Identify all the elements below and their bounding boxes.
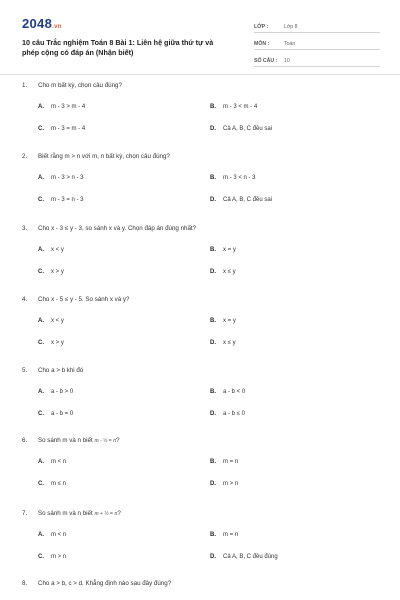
meta-key: LỚP : bbox=[254, 24, 269, 30]
option-a[interactable]: A. m < n bbox=[38, 459, 67, 465]
option-b[interactable]: B. m - 3 < n - 3 bbox=[210, 175, 256, 181]
option-b[interactable]: B. x = y bbox=[210, 318, 236, 324]
option-d[interactable]: D. m > n bbox=[210, 481, 239, 487]
math-var: m bbox=[94, 438, 99, 444]
question-text: 2. Biết rằng m > n với m, n bất kỳ, chọn câu đúng? bbox=[22, 153, 170, 160]
math-end: ? bbox=[117, 510, 121, 517]
question-3 bbox=[22, 225, 382, 289]
meta-value: Toán bbox=[284, 41, 296, 47]
question-number: 2. bbox=[22, 153, 28, 160]
option-d[interactable]: D. x ≤ y bbox=[210, 340, 236, 346]
option-d[interactable]: D. Cả A, B, C đều đúng bbox=[210, 554, 278, 560]
option-a[interactable]: A. a - b > 0 bbox=[38, 389, 74, 395]
option-d[interactable]: D. Cả A, B, C đều sai bbox=[210, 197, 273, 203]
option-c[interactable]: C. m > n bbox=[38, 554, 67, 560]
option-b[interactable]: B. m = n bbox=[210, 459, 239, 465]
meta-key: MÔN : bbox=[254, 41, 270, 47]
option-a[interactable]: A. x < y bbox=[38, 318, 64, 324]
question-text: 7. So sánh m và n biết m + ½ = n? bbox=[22, 510, 121, 517]
question-number: 6. bbox=[22, 437, 28, 444]
question-2 bbox=[22, 153, 382, 217]
option-b[interactable]: B. a - b < 0 bbox=[210, 389, 246, 395]
option-d[interactable]: D. x ≤ y bbox=[210, 269, 236, 275]
question-number: 3. bbox=[22, 225, 28, 232]
meta-row-count bbox=[254, 52, 380, 67]
option-d[interactable]: D. Cả A, B, C đều sai bbox=[210, 126, 273, 132]
option-b[interactable]: B. m = n bbox=[210, 532, 239, 538]
header-divider bbox=[0, 74, 400, 75]
option-d[interactable]: D. a - b ≤ 0 bbox=[210, 411, 245, 417]
option-b[interactable]: B. x = y bbox=[210, 247, 236, 253]
header bbox=[22, 14, 382, 66]
question-8 bbox=[22, 580, 382, 594]
question-text: 1. Cho m bất kỳ, chọn câu đúng? bbox=[22, 82, 122, 89]
site-logo[interactable]: 2048.vn bbox=[22, 16, 62, 31]
question-number: 8. bbox=[22, 580, 28, 587]
meta-info bbox=[254, 18, 380, 69]
math-op: - ½ = bbox=[98, 438, 114, 444]
question-6 bbox=[22, 437, 382, 501]
option-c[interactable]: C. m - 3 = n - 3 bbox=[38, 197, 84, 203]
question-number: 4. bbox=[22, 296, 28, 303]
logo-suffix: .vn bbox=[52, 24, 62, 30]
option-c[interactable]: C. x > y bbox=[38, 269, 64, 275]
question-text: 3. Cho x - 3 ≤ y - 3, so sánh x và y. Chọn đáp án đúng nhất? bbox=[22, 225, 197, 232]
math-var: n bbox=[113, 438, 117, 444]
meta-value: 10 bbox=[284, 58, 290, 64]
question-text: 6. So sánh m và n biết m - ½ = n? bbox=[22, 437, 120, 444]
question-5 bbox=[22, 367, 382, 431]
meta-row-class bbox=[254, 18, 380, 33]
question-number: 7. bbox=[22, 510, 28, 517]
math-end: ? bbox=[116, 437, 120, 444]
question-number: 1. bbox=[22, 82, 28, 89]
meta-row-subject bbox=[254, 35, 380, 50]
option-c[interactable]: C. a - b = 0 bbox=[38, 411, 74, 417]
math-op: + ½ = bbox=[98, 511, 115, 517]
question-4 bbox=[22, 296, 382, 360]
option-a[interactable]: A. x < y bbox=[38, 247, 64, 253]
question-number: 5. bbox=[22, 367, 28, 374]
math-var: n bbox=[114, 511, 118, 517]
option-a[interactable]: A. m - 3 > n - 3 bbox=[38, 175, 84, 181]
page-title: 10 câu Trắc nghiệm Toán 8 Bài 1: Liên hệ giữa thứ tự và phép cộng có đáp án (Nhận biết) bbox=[22, 38, 214, 57]
option-c[interactable]: C. m ≤ n bbox=[38, 481, 66, 487]
option-c[interactable]: C. x > y bbox=[38, 340, 64, 346]
math-var: m bbox=[94, 511, 99, 517]
option-b[interactable]: B. m - 3 < m - 4 bbox=[210, 104, 258, 110]
meta-key: SỐ CÂU : bbox=[254, 58, 278, 64]
option-c[interactable]: C. m - 3 = m - 4 bbox=[38, 126, 86, 132]
meta-value: Lớp 8 bbox=[284, 24, 298, 30]
question-text: 5. Cho a > b khi đó bbox=[22, 367, 84, 374]
option-a[interactable]: A. m - 3 > m - 4 bbox=[38, 104, 86, 110]
option-a[interactable]: A. m < n bbox=[38, 532, 67, 538]
question-7 bbox=[22, 510, 382, 574]
question-1 bbox=[22, 82, 382, 146]
question-text: 8. Cho a > b, c > d. Khẳng định nào sau đây đúng? bbox=[22, 580, 172, 587]
question-text: 4. Cho x - 5 ≤ y - 5. So sánh x và y? bbox=[22, 296, 130, 303]
